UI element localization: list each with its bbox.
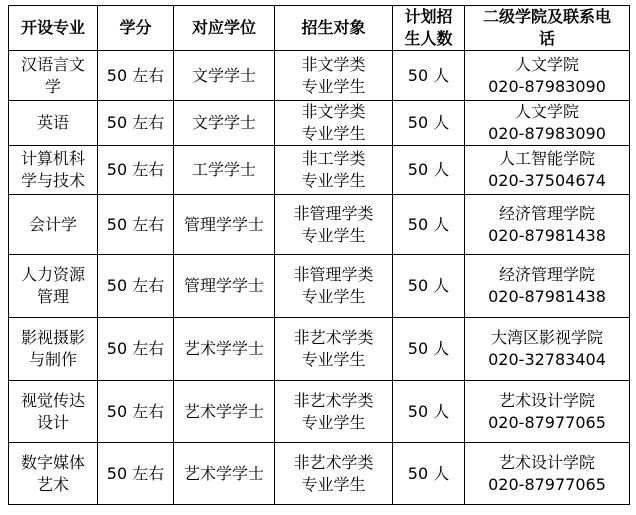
table-header-row bbox=[9, 6, 630, 51]
table-row bbox=[9, 101, 630, 146]
table-row bbox=[9, 318, 630, 381]
cell-quota-text: 50 人 bbox=[407, 276, 450, 295]
cell-major bbox=[9, 381, 98, 443]
cell-degree bbox=[174, 146, 275, 195]
cell-college bbox=[465, 146, 630, 195]
cell-credits-text: 50 左右 bbox=[106, 401, 165, 421]
cell-major-text: 与制作 bbox=[28, 350, 77, 369]
cell-college bbox=[465, 381, 630, 443]
cell-credits-text: 50 左右 bbox=[106, 160, 165, 179]
cell-credits bbox=[98, 195, 174, 255]
cell-target bbox=[275, 318, 393, 381]
cell-quota bbox=[393, 318, 465, 381]
cell-quota-text: 50 人 bbox=[407, 401, 450, 421]
cell-quota-text: 50 人 bbox=[407, 160, 450, 179]
table-row bbox=[9, 255, 630, 318]
cell-college-text: 020-87981438 bbox=[488, 287, 606, 306]
cell-target-text: 非管理学类 bbox=[293, 203, 374, 223]
cell-college-text: 人工智能学院 bbox=[498, 149, 595, 168]
cell-quota bbox=[393, 255, 465, 318]
cell-major-text: 计算机科 bbox=[20, 149, 85, 168]
cell-degree bbox=[174, 195, 275, 255]
cell-credits-text: 50 左右 bbox=[106, 463, 165, 483]
cell-college-text: 人文学院 bbox=[514, 102, 579, 121]
cell-major bbox=[9, 146, 98, 195]
cell-major-text: 艺术 bbox=[36, 474, 69, 494]
cell-degree-text: 艺术学学士 bbox=[183, 339, 264, 358]
cell-quota bbox=[393, 381, 465, 443]
cell-college-text: 020-87983090 bbox=[488, 76, 606, 96]
cell-major bbox=[9, 51, 98, 101]
cell-college-text: 艺术设计学院 bbox=[498, 452, 595, 472]
cell-target bbox=[275, 101, 393, 146]
cell-college bbox=[465, 195, 630, 255]
cell-quota bbox=[393, 443, 465, 505]
cell-college-text: 大湾区影视学院 bbox=[490, 328, 603, 347]
cell-credits bbox=[98, 255, 174, 318]
cell-quota bbox=[393, 101, 465, 146]
cell-credits bbox=[98, 101, 174, 146]
cell-quota-text: 50 人 bbox=[407, 113, 450, 132]
cell-college-text: 人文学院 bbox=[514, 54, 579, 74]
header-degree: 对应学位 bbox=[174, 6, 275, 51]
cell-college-text: 020-87983090 bbox=[488, 124, 606, 143]
header-credits: 学分 bbox=[98, 6, 174, 51]
cell-major-text: 数字媒体 bbox=[20, 452, 85, 472]
cell-degree-text: 艺术学学士 bbox=[183, 401, 264, 421]
cell-major-text: 会计学 bbox=[28, 214, 77, 234]
table-row bbox=[9, 146, 630, 195]
cell-quota bbox=[393, 146, 465, 195]
majors-table bbox=[8, 5, 630, 505]
cell-college bbox=[465, 255, 630, 318]
cell-degree bbox=[174, 101, 275, 146]
cell-quota bbox=[393, 195, 465, 255]
cell-target-text: 专业学生 bbox=[301, 287, 366, 306]
header-target: 招生对象 bbox=[275, 6, 393, 51]
cell-credits bbox=[98, 443, 174, 505]
cell-major bbox=[9, 443, 98, 505]
cell-major-text: 视觉传达 bbox=[20, 390, 85, 410]
cell-target-text: 非文学类 bbox=[301, 102, 366, 121]
cell-college-text: 020-87977065 bbox=[488, 474, 606, 494]
cell-major bbox=[9, 195, 98, 255]
cell-target-text: 专业学生 bbox=[301, 171, 366, 190]
header-quota: 计划招 生人数 bbox=[393, 6, 465, 51]
cell-target bbox=[275, 255, 393, 318]
cell-target-text: 专业学生 bbox=[301, 76, 366, 96]
cell-major-text: 管理 bbox=[36, 287, 69, 306]
cell-credits bbox=[98, 381, 174, 443]
cell-college bbox=[465, 443, 630, 505]
cell-degree-text: 管理学学士 bbox=[183, 214, 264, 234]
cell-college-text: 020-87977065 bbox=[488, 412, 606, 432]
cell-target-text: 专业学生 bbox=[301, 124, 366, 143]
cell-major-text: 影视摄影 bbox=[20, 328, 85, 347]
cell-major-text: 汉语言文 bbox=[20, 54, 85, 74]
cell-credits-text: 50 左右 bbox=[106, 214, 165, 234]
cell-degree bbox=[174, 51, 275, 101]
cell-college-text: 020-87981438 bbox=[488, 225, 606, 245]
cell-target-text: 非艺术学类 bbox=[293, 390, 374, 410]
cell-college bbox=[465, 51, 630, 101]
cell-degree-text: 艺术学学士 bbox=[183, 463, 264, 483]
cell-target-text: 非艺术学类 bbox=[293, 452, 374, 472]
table-row bbox=[9, 381, 630, 443]
cell-target bbox=[275, 443, 393, 505]
cell-quota-text: 50 人 bbox=[407, 339, 450, 358]
cell-target bbox=[275, 195, 393, 255]
cell-degree-text: 文学学士 bbox=[191, 65, 256, 85]
cell-degree bbox=[174, 318, 275, 381]
cell-credits-text: 50 左右 bbox=[106, 339, 165, 358]
cell-college-text: 020-37504674 bbox=[488, 171, 606, 190]
cell-college-text: 艺术设计学院 bbox=[498, 390, 595, 410]
cell-major-text: 设计 bbox=[36, 412, 69, 432]
cell-target bbox=[275, 51, 393, 101]
cell-degree bbox=[174, 381, 275, 443]
cell-college-text: 经济管理学院 bbox=[498, 203, 595, 223]
cell-credits-text: 50 左右 bbox=[106, 276, 165, 295]
cell-credits-text: 50 左右 bbox=[106, 113, 165, 132]
cell-major-text: 学与技术 bbox=[20, 171, 85, 190]
cell-college-text: 020-32783404 bbox=[488, 350, 606, 369]
cell-major bbox=[9, 101, 98, 146]
cell-target bbox=[275, 381, 393, 443]
cell-credits bbox=[98, 146, 174, 195]
cell-target-text: 专业学生 bbox=[301, 412, 366, 432]
cell-target-text: 专业学生 bbox=[301, 474, 366, 494]
cell-quota-text: 50 人 bbox=[407, 214, 450, 234]
cell-major bbox=[9, 318, 98, 381]
cell-quota-text: 50 人 bbox=[407, 463, 450, 483]
table-row bbox=[9, 195, 630, 255]
cell-major-text: 人力资源 bbox=[20, 265, 85, 284]
cell-target-text: 非管理学类 bbox=[293, 265, 374, 284]
cell-credits bbox=[98, 51, 174, 101]
cell-degree bbox=[174, 255, 275, 318]
cell-target bbox=[275, 146, 393, 195]
cell-degree-text: 工学学士 bbox=[191, 160, 256, 179]
cell-college-text: 经济管理学院 bbox=[498, 265, 595, 284]
table-row bbox=[9, 51, 630, 101]
cell-major-text: 学 bbox=[44, 76, 61, 96]
header-major: 开设专业 bbox=[9, 6, 98, 51]
cell-target-text: 专业学生 bbox=[301, 350, 366, 369]
cell-degree-text: 管理学学士 bbox=[183, 276, 264, 295]
cell-college bbox=[465, 318, 630, 381]
cell-degree-text: 文学学士 bbox=[191, 113, 256, 132]
cell-target-text: 专业学生 bbox=[301, 225, 366, 245]
cell-quota bbox=[393, 51, 465, 101]
cell-target-text: 非文学类 bbox=[301, 54, 366, 74]
cell-target-text: 非工学类 bbox=[301, 149, 366, 168]
cell-credits-text: 50 左右 bbox=[106, 65, 165, 85]
cell-target-text: 非艺术学类 bbox=[293, 328, 374, 347]
cell-major bbox=[9, 255, 98, 318]
cell-credits bbox=[98, 318, 174, 381]
cell-quota-text: 50 人 bbox=[407, 65, 450, 85]
cell-major-text: 英语 bbox=[36, 113, 69, 132]
table-row bbox=[9, 443, 630, 505]
cell-degree bbox=[174, 443, 275, 505]
cell-college bbox=[465, 101, 630, 146]
header-college: 二级学院及联系电 话 bbox=[465, 6, 630, 51]
